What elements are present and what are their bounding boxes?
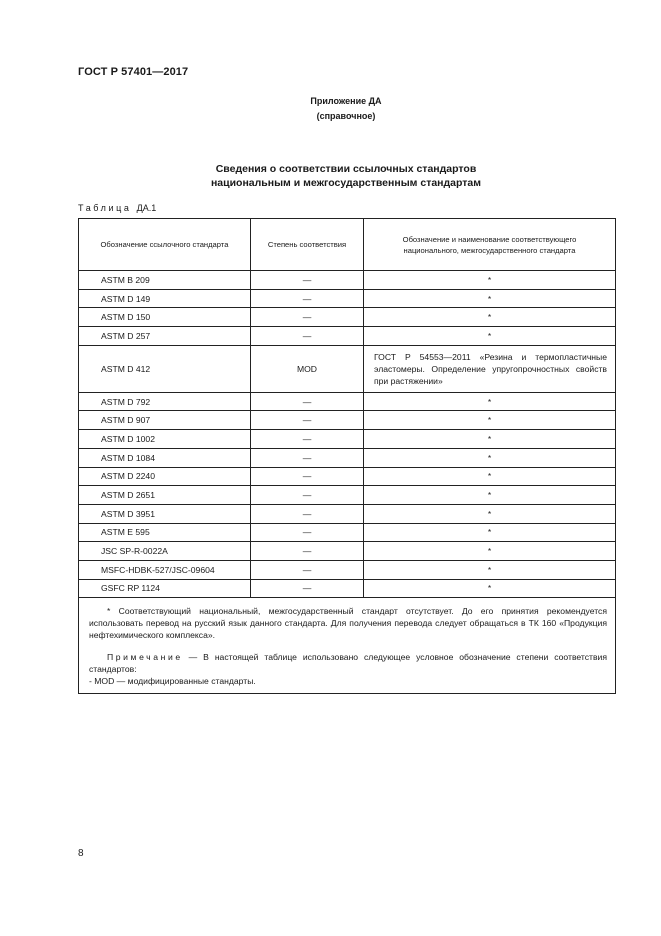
- cell-national: *: [364, 392, 616, 411]
- cell-degree: —: [251, 579, 364, 598]
- cell-degree: —: [251, 289, 364, 308]
- cell-degree: —: [251, 523, 364, 542]
- cell-national: *: [364, 430, 616, 449]
- table-label-number: ДА.1: [136, 203, 157, 213]
- cell-national: *: [364, 467, 616, 486]
- table-row: [79, 411, 616, 430]
- table-row: [79, 289, 616, 308]
- cell-degree: —: [251, 542, 364, 561]
- section-title-line-1: Сведения о соответствии ссылочных стандартов: [215, 163, 477, 175]
- table-row: [79, 579, 616, 598]
- note-text: — В настоящей таблице использовано следующее условное обозначение степени соответствия стандартов:: [89, 652, 607, 675]
- cell-degree: —: [251, 308, 364, 327]
- footnote: * Соответствующий национальный, межгосударственный стандарт отсутствует. До его принятия рекомендуется использовать перевод на русский язык данного стандарта. Для получения перевода следует обращаться в ТК 160 «Продукция нефтехимического комплекса».: [89, 606, 607, 641]
- cell-national: *: [364, 271, 616, 290]
- column-header-reference: Обозначение ссылочного стандарта: [79, 219, 251, 271]
- cell-degree: —: [251, 392, 364, 411]
- cell-national: *: [364, 411, 616, 430]
- cell-degree: —: [251, 430, 364, 449]
- cell-reference: ASTM D 907: [79, 411, 251, 430]
- table-row: [79, 345, 616, 392]
- table-row: [79, 392, 616, 411]
- cell-reference: ASTM D 257: [79, 327, 251, 346]
- note-item: - MOD — модифицированные стандарты.: [89, 676, 256, 687]
- note-word: Примечание: [107, 652, 183, 663]
- cell-reference: ASTM D 1002: [79, 430, 251, 449]
- cell-reference: ASTM D 2651: [79, 486, 251, 505]
- cell-national: *: [364, 486, 616, 505]
- cell-reference: ASTM D 149: [79, 289, 251, 308]
- table-row: [79, 448, 616, 467]
- cell-national: *: [364, 523, 616, 542]
- annex-subtitle: (справочное): [316, 111, 376, 121]
- cell-degree: —: [251, 327, 364, 346]
- cell-reference: ASTM D 150: [79, 308, 251, 327]
- column-header-national: Обозначение и наименование соответствующего национального, межгосударственного стандарта: [364, 219, 616, 271]
- cell-reference: GSFC RP 1124: [79, 579, 251, 598]
- correspondence-table: [78, 218, 616, 694]
- cell-degree: MOD: [251, 345, 364, 392]
- cell-national: ГОСТ Р 54553—2011 «Резина и термопластичные эластомеры. Определение упругопрочностных свойств при растяжении»: [364, 345, 616, 392]
- table-row: [79, 560, 616, 579]
- cell-national: *: [364, 579, 616, 598]
- cell-national: *: [364, 327, 616, 346]
- cell-national: *: [364, 542, 616, 561]
- cell-reference: ASTM E 595: [79, 523, 251, 542]
- table-row: [79, 504, 616, 523]
- table-row: [79, 523, 616, 542]
- cell-degree: —: [251, 448, 364, 467]
- table-row: [79, 308, 616, 327]
- table-row: [79, 542, 616, 561]
- cell-reference: ASTM D 3951: [79, 504, 251, 523]
- cell-reference: ASTM B 209: [79, 271, 251, 290]
- cell-national: *: [364, 289, 616, 308]
- annex-title: Приложение ДА: [310, 96, 382, 106]
- table-row: [79, 271, 616, 290]
- cell-national: *: [364, 448, 616, 467]
- cell-national: *: [364, 504, 616, 523]
- cell-degree: —: [251, 486, 364, 505]
- table-label: [78, 203, 156, 213]
- cell-degree: —: [251, 467, 364, 486]
- page-number: 8: [78, 848, 84, 859]
- table-row: [79, 430, 616, 449]
- column-header-degree: Степень соответствия: [251, 219, 364, 271]
- cell-reference: JSC SP-R-0022A: [79, 542, 251, 561]
- table-body: [79, 271, 616, 598]
- table-footer-row: [79, 598, 616, 694]
- table-row: [79, 327, 616, 346]
- cell-reference: MSFC-HDBK-527/JSC-09604: [79, 560, 251, 579]
- cell-national: *: [364, 308, 616, 327]
- cell-degree: —: [251, 271, 364, 290]
- table-label-word: Таблица: [78, 203, 132, 213]
- cell-national: *: [364, 560, 616, 579]
- table-row: [79, 486, 616, 505]
- cell-reference: ASTM D 1084: [79, 448, 251, 467]
- table-header-row: [79, 219, 616, 271]
- cell-degree: —: [251, 504, 364, 523]
- cell-degree: —: [251, 560, 364, 579]
- table-row: [79, 467, 616, 486]
- cell-reference: ASTM D 792: [79, 392, 251, 411]
- section-title-line-2: национальным и межгосударственным стандартам: [210, 177, 482, 189]
- note: [89, 651, 607, 675]
- document-header: ГОСТ Р 57401—2017: [78, 66, 189, 78]
- cell-degree: —: [251, 411, 364, 430]
- cell-reference: ASTM D 412: [79, 345, 251, 392]
- table-footer: [79, 598, 616, 694]
- cell-reference: ASTM D 2240: [79, 467, 251, 486]
